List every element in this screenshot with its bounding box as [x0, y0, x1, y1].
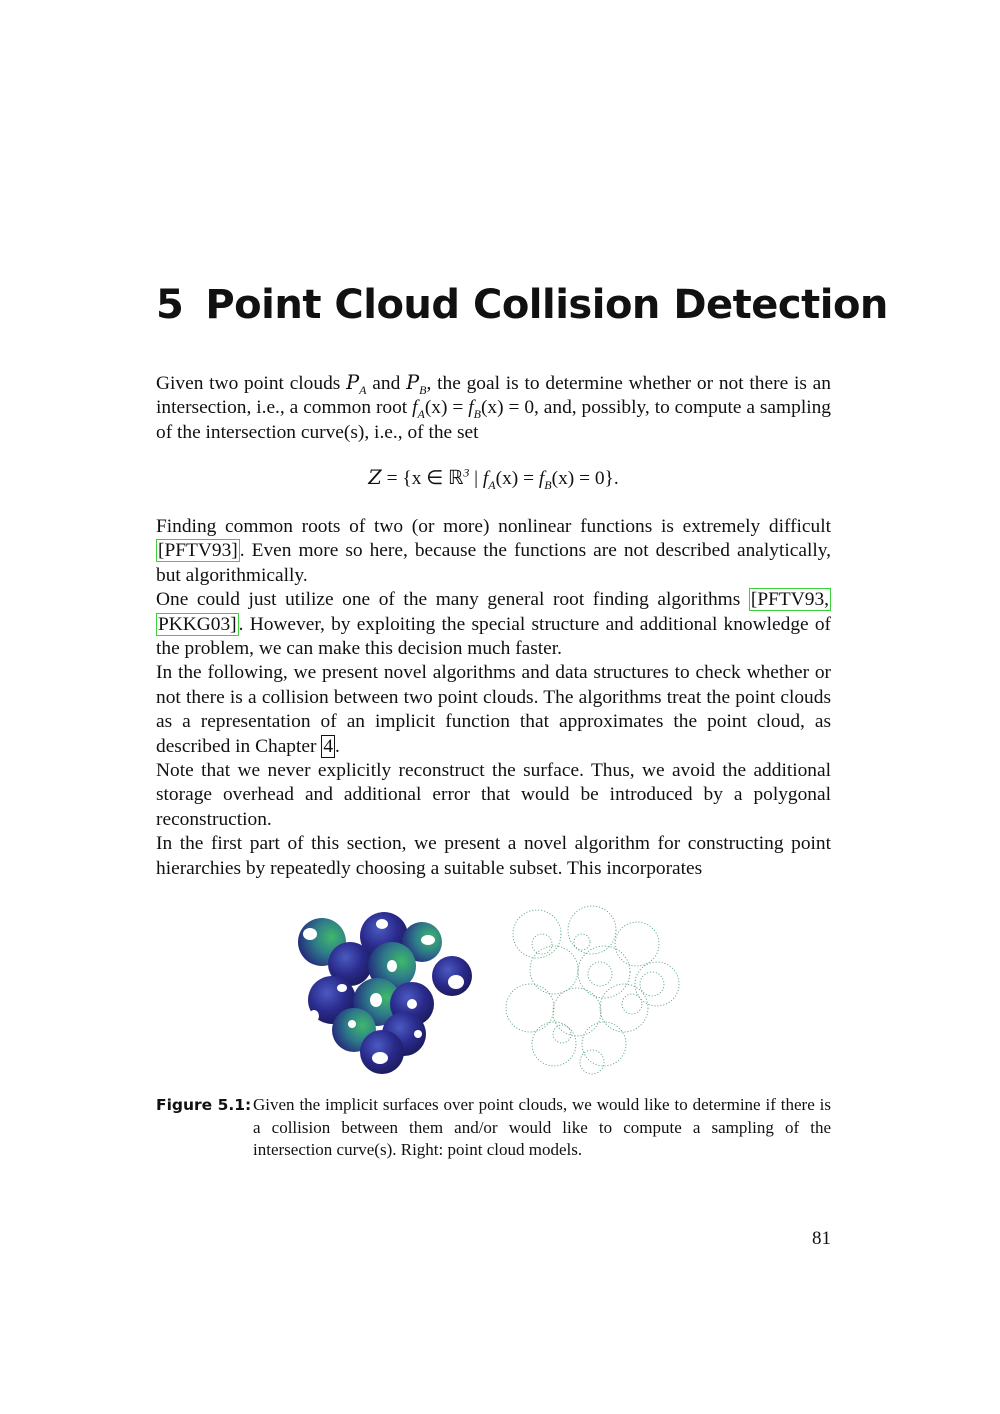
- body-text: [156, 515, 831, 881]
- paragraph-2: Finding common roots of two (or more) nonlinear functions is extremely difficult [PFTV93] . Even more so here, because the functions are not described analytically, but algorithmically.: [156, 516, 831, 586]
- chapter-reference-link[interactable]: 4: [323, 735, 334, 757]
- chapter-title-text: Point Cloud Collision Detection: [205, 282, 888, 328]
- chapter-title: [156, 282, 888, 328]
- paragraph-intro: Given two point clouds $P_A$ and $P_B$, the goal is to determine whether or not there is an intersection, i.e., a common root $f_A(x) = f_B(x) = 0$, and, possibly, to compute a sampling of the intersection curve(s), i.e., of the set: [156, 371, 831, 443]
- display-equation: Z = {x ∈ ℝ$^3$ | $f_A(x) = f_B(x) = 0$}.: [368, 465, 619, 492]
- figure-image: [292, 904, 692, 1076]
- citation-link[interactable]: PKKG03]: [158, 613, 237, 635]
- paragraph-5: Note that we never explicitly reconstruct the surface. Thus, we avoid the additional storage overhead and additional error that would be introduced by a polygonal reconstruction.: [156, 760, 831, 830]
- implicit-surface-render: [298, 912, 472, 1074]
- citation-link[interactable]: [PFTV93]: [158, 540, 238, 562]
- paragraph-4: In the following, we present novel algorithms and data structures to check whether or not there is a collision between two point clouds. The algorithms treat the point clouds as a representation of an implicit function that approximates the point cloud, as described in Chapter 4 .: [156, 662, 831, 757]
- paragraph-3: One could just utilize one of the many general root finding algorithms [PFTV93, PKKG03] . However, by exploiting the special structure and additional knowledge of the problem, we can make this decision much faster.: [156, 589, 831, 660]
- citation-link[interactable]: [PFTV93,: [750, 589, 829, 611]
- page-number: 81: [812, 1228, 831, 1249]
- chapter-number: 5: [156, 282, 184, 328]
- figure-svg: [292, 904, 692, 1076]
- figure-label: Figure 5.1:: [156, 1096, 252, 1114]
- figure-caption-text: Given the implicit surfaces over point clouds, we would like to determine if there is a collision between them and/or would like to compute a sampling of the intersection curve(s). Right: point cloud models.: [253, 1095, 831, 1159]
- point-cloud-render: [506, 906, 679, 1074]
- figure-caption: [156, 1094, 831, 1162]
- paragraph-6: In the first part of this section, we present a novel algorithm for constructing point hierarchies by repeatedly choosing a suitable subset. This incorporates: [156, 833, 831, 879]
